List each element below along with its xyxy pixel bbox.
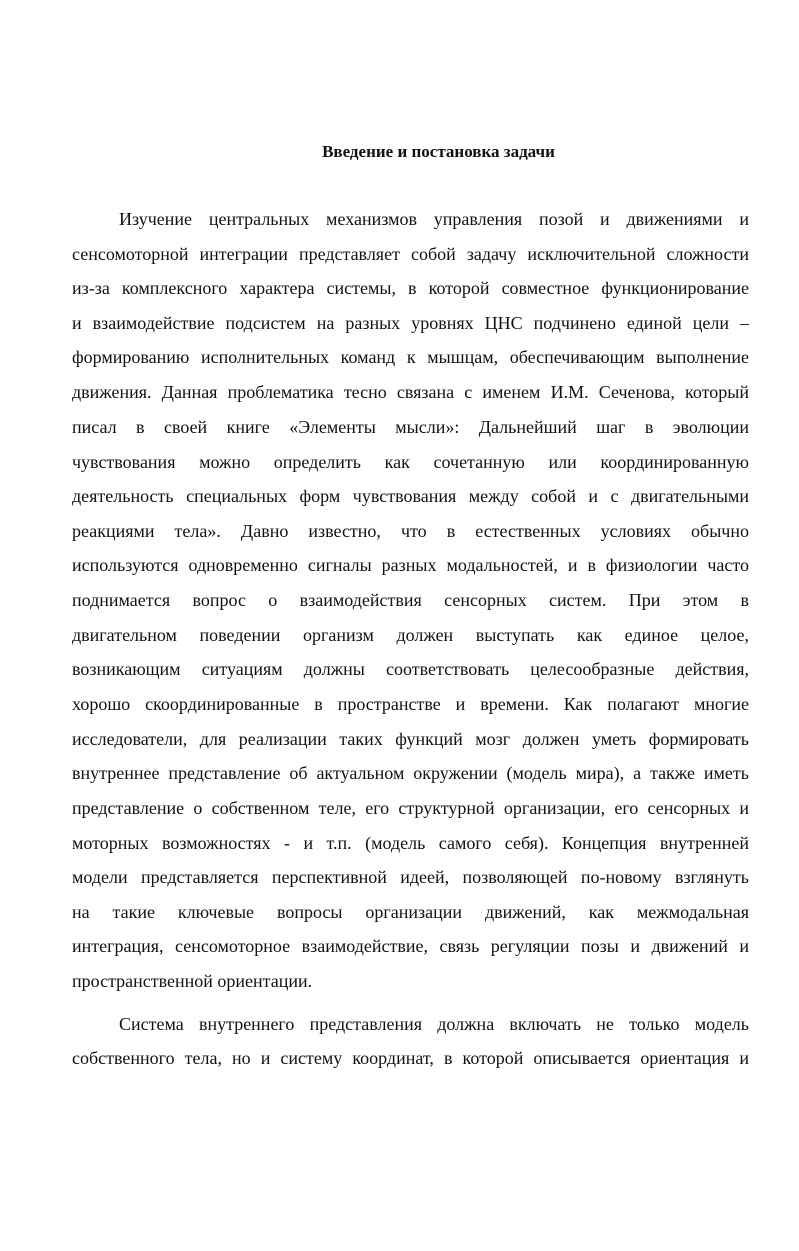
text-line: используются одновременно сигналы разных модальностей, и в физиологии часто	[72, 555, 749, 575]
text-line: формированию исполнительных команд к мышцам, обеспечивающим выполнение	[72, 347, 749, 367]
text-line: движения. Данная проблематика тесно связана с именем И.М. Сеченова, который	[72, 382, 749, 402]
text-line: исследователи, для реализации таких функций мозг должен уметь формировать	[72, 729, 749, 749]
text-line: моторных возможностях - и т.п. (модель самого себя). Концепция внутренней	[72, 833, 749, 853]
text-line: модели представляется перспективной идеей, позволяющей по-новому взглянуть	[72, 867, 749, 887]
text-line: и взаимодействие подсистем на разных уровнях ЦНС подчинено единой цели –	[72, 313, 749, 333]
text-line: поднимается вопрос о взаимодействия сенсорных систем. При этом в	[72, 590, 749, 610]
text-line: собственного тела, но и систему координат, в которой описывается ориентация и	[72, 1048, 749, 1068]
section-title: Введение и постановка задачи	[322, 142, 555, 161]
text-line: Система внутреннего представления должна включать не только модель	[119, 1014, 749, 1034]
text-line: писал в своей книге «Элементы мысли»: Дальнейший шаг в эволюции	[72, 417, 749, 437]
text-line: сенсомоторной интеграции представляет собой задачу исключительной сложности	[72, 244, 749, 264]
text-line: представление о собственном теле, его структурной организации, его сенсорных и	[72, 798, 749, 818]
text-line: из-за комплексного характера системы, в которой совместное функционирование	[72, 278, 749, 298]
text-line: реакциями тела». Давно известно, что в естественных условиях обычно	[72, 521, 749, 541]
text-line: деятельность специальных форм чувствования между собой и с двигательными	[72, 486, 749, 506]
text-line: интеграция, сенсомоторное взаимодействие, связь регуляции позы и движений и	[72, 936, 749, 956]
text-line: чувствования можно определить как сочетанную или координированную	[72, 452, 749, 472]
text-line: внутреннее представление об актуальном окружении (модель мира), а также иметь	[72, 763, 749, 783]
text-line: хорошо скоординированные в пространстве и времени. Как полагают многие	[72, 694, 749, 714]
text-line: пространственной ориентации.	[72, 971, 313, 991]
text-line: Изучение центральных механизмов управления позой и движениями и	[119, 209, 749, 229]
text-line: возникающим ситуациям должны соответствовать целесообразные действия,	[72, 659, 749, 679]
text-line: двигательном поведении организм должен выступать как единое целое,	[72, 625, 749, 645]
text-line: на такие ключевые вопросы организации движений, как межмодальная	[72, 902, 749, 922]
